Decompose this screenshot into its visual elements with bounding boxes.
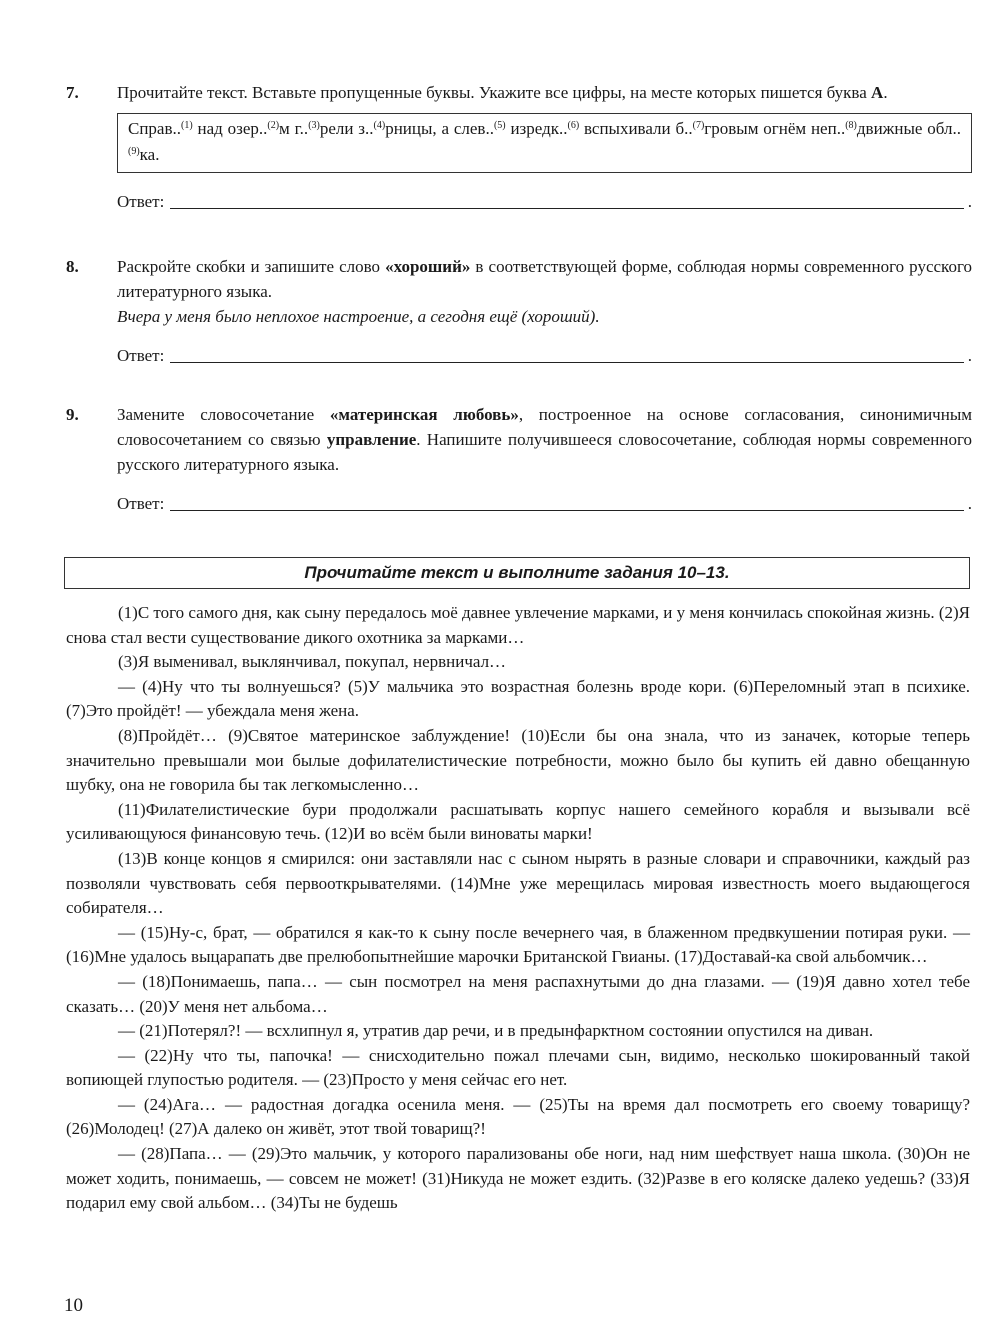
fragment: над озер.. (192, 119, 268, 138)
answer-label: Ответ: (117, 346, 165, 365)
task-number: 9. (66, 405, 79, 424)
fragment: рницы, а слев.. (385, 119, 494, 138)
task-9 (66, 402, 972, 515)
task-7 (66, 80, 972, 213)
passage-paragraph: (1)С того самого дня, как сыну передалось моё давнее увлечение марками, и у меня кончилась спокойная жизнь. (2)Я снова стал вести существование дикого охотника за марками… (66, 603, 970, 647)
passage-paragraph: — (24)Ага… — радостная догадка осенила меня. — (25)Ты на время дал посмотреть его своему товарищу? (26)Молодец! (27)А далеко он живёт, этот твой товарищ?! (66, 1094, 970, 1139)
fragment: гровым огнём неп.. (704, 119, 846, 138)
gap-number: (3) (308, 120, 320, 131)
task-body (117, 254, 972, 367)
instruction-text: Раскройте скобки и запишите слово (117, 257, 386, 276)
task-instruction (117, 80, 972, 105)
fragment: движные обл.. (856, 119, 961, 138)
passage-paragraph: — (4)Ну что ты волнуешься? (5)У мальчика это возрастная болезнь вроде кори. (6)Переломный этап в психике. (7)Это пройдёт! — убеждала меня жена. (66, 676, 970, 721)
instruction-keyword: «хороший» (385, 257, 471, 276)
fragment: м г.. (279, 119, 309, 138)
reading-passage (66, 601, 970, 1216)
gap-number: (7) (692, 120, 705, 131)
fragment: Справ.. (128, 119, 182, 138)
gap-number: (4) (373, 120, 386, 131)
answer-field[interactable] (170, 346, 963, 363)
passage-paragraph: — (28)Папа… — (29)Это мальчик, у которого парализованы обе ноги, над ним шефствует наша школа. (30)Он не может ходить, понимаешь, — совсем не может! (31)Никуда не может ездить. (32)Разве в его коляске далеко уедешь? (33)Я подарил ему свой альбом… (34)Ты не будешь (66, 1144, 970, 1213)
answer-row (117, 493, 972, 515)
passage-paragraph: (8)Пройдёт… (9)Святое материнское заблуждение! (10)Если бы она знала, что из заначек, которые теперь значительно превышали мои былые дофилателистические потребности, можно было бы купить ей давно обещанную шубку, она не говорила бы так легкомысленно… (66, 725, 970, 795)
instruction-keyword: управление (326, 430, 417, 449)
passage-paragraph: (3)Я выменивал, выклянчивал, покупал, нервничал… (118, 652, 507, 672)
instruction-text: Замените словосочетание (117, 405, 330, 424)
passage-paragraph: — (21)Потерял?! — всхлипнул я, утратив дар речи, и в предынфарктном состоянии опустился на диван. (118, 1021, 874, 1041)
fragment: ка. (139, 145, 160, 164)
task-8 (66, 254, 972, 367)
gap-number: (6) (567, 120, 580, 131)
gap-number: (1) (181, 120, 193, 131)
passage-paragraph: — (22)Ну что ты, папочка! — снисходительно пожал плечами сын, видимо, несколько шокированный такой вопиющей глупостью родителя. — (23)Просто у меня сейчас его нет. (66, 1045, 970, 1090)
fragment: рели з.. (319, 119, 374, 138)
task-instruction (117, 254, 972, 304)
fragment: изредк.. (505, 119, 568, 138)
gap-number: (5) (493, 120, 506, 131)
passage-paragraph: — (18)Понимаешь, папа… — сын посмотрел на меня распахнутыми до дна глазами. — (19)Я давно хотел тебе сказать… (20)У меня нет альбома… (66, 971, 970, 1016)
passage-paragraph: (11)Филателистические бури продолжали расшатывать корпус нашего семейного корабля и вызывали всё усиливающуюся финансовую течь. (12)И во всём были виноваты марки! (66, 799, 970, 844)
answer-field[interactable] (170, 494, 963, 511)
answer-dot: . (967, 346, 972, 365)
answer-label: Ответ: (117, 192, 165, 211)
task-body (117, 80, 972, 213)
section-header: Прочитайте текст и выполните задания 10–13. (64, 557, 970, 589)
exercise-text-box (117, 113, 972, 173)
instruction-letter: А (871, 83, 884, 102)
gap-number: (2) (267, 120, 280, 131)
instruction-text: , построенное на основе согласования, синонимичным словосочетанием со связью (117, 405, 972, 449)
answer-dot: . (967, 494, 972, 513)
answer-row (117, 191, 972, 213)
instruction-text: . Напишите получившееся словосочетание, соблюдая нормы современного русского литературного языка. (117, 430, 972, 474)
task-body (117, 402, 972, 515)
instruction-text: Прочитайте текст. Вставьте пропущенные буквы. Укажите все цифры, на месте которых пишется буква (117, 83, 872, 102)
gap-number: (9) (128, 146, 140, 157)
fragment: вспыхивали б.. (579, 119, 693, 138)
page-number: 10 (64, 1295, 83, 1316)
example-sentence: Вчера у меня было неплохое настроение, а сегодня ещё (хороший). (117, 307, 600, 326)
gap-number: (8) (845, 120, 857, 131)
instruction-keyword: «материнская любовь» (329, 405, 519, 424)
answer-label: Ответ: (117, 494, 165, 513)
answer-field[interactable] (170, 192, 963, 209)
passage-paragraph: — (15)Ну-с, брат, — обратился я как-то к сыну после вечернего чая, в блаженном предвкушении потирая руки. — (16)Мне удалось выцарапать две прелюбопытнейшие марочки Британской Гвианы. (17)Доставай-ка свой альбомчик… (66, 922, 970, 967)
instruction-end: . (883, 83, 888, 102)
task-number: 7. (66, 83, 79, 102)
answer-row (117, 345, 972, 367)
instruction-text: в соответствующей форме, соблюдая нормы современного русского литературного языка. (117, 257, 972, 301)
answer-dot: . (967, 192, 972, 211)
task-instruction (117, 402, 972, 477)
passage-paragraph: (13)В конце концов я смирился: они заставляли нас с сыном нырять в разные словари и справочники, каждый раз позволяли чувствовать себя первооткрывателями. (14)Мне уже мерещилась мировая известность моего выдающегося собирателя… (66, 848, 970, 918)
task-number: 8. (66, 257, 79, 276)
